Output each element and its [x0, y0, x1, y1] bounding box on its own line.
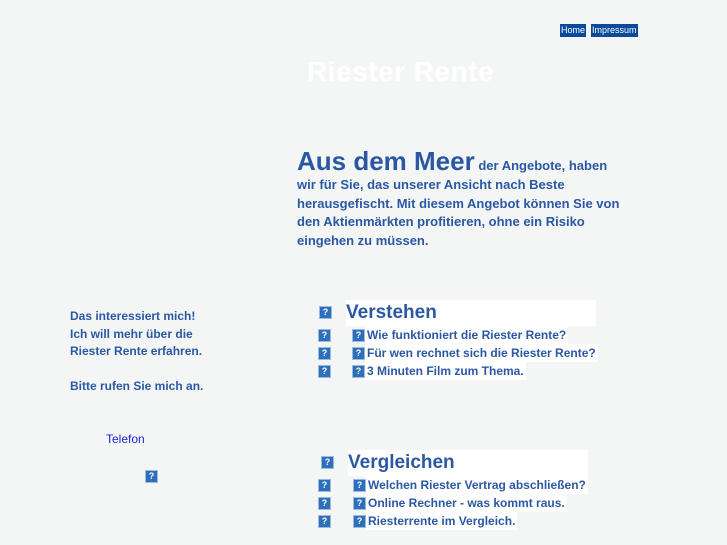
phone-link[interactable]: Telefon: [106, 432, 145, 446]
help-icon[interactable]: ?: [319, 306, 332, 319]
intro-body: der Angebote, haben wir für Sie, das unserer Ansicht nach Beste herausgefischt. Mit diesem Angebot können Sie von den Aktienmärkten profitieren, ohne ein Risiko eingehen zu müssen.: [297, 158, 620, 248]
section-title-vergleichen: Vergleichen: [348, 450, 588, 476]
list-item[interactable]: [318, 344, 598, 362]
help-icon: ?: [352, 365, 365, 378]
list-item[interactable]: [318, 362, 598, 380]
nav-home[interactable]: Home: [561, 25, 586, 35]
intro-headline: Aus dem Meer: [297, 146, 475, 176]
callback-line: Riester Rente erfahren.: [70, 344, 203, 358]
help-icon[interactable]: ?: [145, 470, 158, 483]
help-icon: ?: [353, 479, 366, 492]
help-icon: ?: [352, 329, 365, 342]
list-item[interactable]: [318, 476, 588, 494]
link-label[interactable]: Für wen rechnet sich die Riester Rente?: [367, 346, 596, 360]
help-icon: ?: [318, 497, 331, 510]
help-icon: ?: [318, 365, 331, 378]
intro-text: [297, 146, 627, 250]
callback-line: Das interessiert mich!: [70, 309, 196, 323]
help-icon: ?: [318, 347, 331, 360]
list-item[interactable]: [318, 326, 598, 344]
help-icon[interactable]: ?: [321, 456, 334, 469]
callback-text: [70, 308, 203, 395]
nav-impressum[interactable]: Impressum: [592, 25, 637, 35]
link-label[interactable]: Online Rechner - was kommt raus.: [368, 496, 565, 510]
top-nav: [560, 24, 638, 37]
site-title: Riester Rente: [307, 56, 495, 87]
link-label[interactable]: 3 Minuten Film zum Thema.: [367, 364, 524, 378]
help-icon: ?: [353, 497, 366, 510]
help-icon: ?: [318, 515, 331, 528]
list-item[interactable]: [318, 512, 588, 530]
section-list-vergleichen: [318, 476, 588, 530]
section-title-verstehen: Verstehen: [346, 300, 596, 326]
callback-line: Bitte rufen Sie mich an.: [70, 378, 204, 393]
help-icon: ?: [353, 515, 366, 528]
help-icon: ?: [352, 347, 365, 360]
link-label[interactable]: Riesterrente im Vergleich.: [368, 514, 516, 528]
link-label[interactable]: Welchen Riester Vertrag abschließen?: [368, 478, 586, 492]
section-list-verstehen: [318, 326, 598, 380]
help-icon: ?: [318, 329, 331, 342]
link-label[interactable]: Wie funktioniert die Riester Rente?: [367, 328, 567, 342]
list-item[interactable]: [318, 494, 588, 512]
help-icon: ?: [318, 479, 331, 492]
callback-line: Ich will mehr über die: [70, 326, 193, 341]
